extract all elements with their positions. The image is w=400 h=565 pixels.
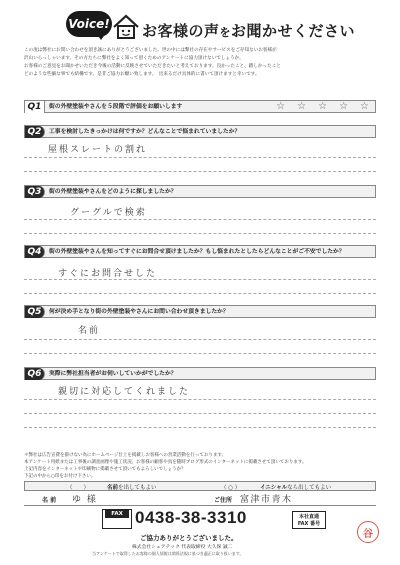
answer-text: 親切に対応してくれました bbox=[58, 387, 191, 397]
title-end: お聞かせください bbox=[231, 22, 356, 40]
name-label: 名 前 bbox=[42, 497, 57, 504]
question-number: Q5 bbox=[25, 306, 45, 318]
question-number: Q2 bbox=[25, 126, 45, 138]
answer-line bbox=[24, 293, 376, 294]
question-header bbox=[24, 245, 376, 258]
answer-line bbox=[24, 233, 376, 234]
consent-name-mark[interactable]: （ ） bbox=[67, 485, 90, 491]
note-line: 下記の中から○印をお付け下さい。 bbox=[24, 474, 96, 479]
question-number: Q1 bbox=[25, 101, 45, 113]
question-6 bbox=[24, 367, 376, 397]
intro-line: お客様のご意見をお聞かせいただき今後の活動に反映させていただきたいと考えております。良かったこと、踏しかったこと bbox=[24, 64, 281, 69]
title-voice: 声 bbox=[204, 22, 220, 40]
star-icon[interactable]: ☆ bbox=[297, 101, 307, 112]
privacy-disclaimer: 当アンケートで取得したお客様の個人情報は関係法規に基づき適正に取り扱います。 bbox=[92, 551, 244, 556]
question-text: 街の外壁塗装やさんをどのように探しましたか？ bbox=[49, 189, 177, 195]
title-main: お客様の bbox=[142, 22, 205, 40]
question-number: Q3 bbox=[25, 186, 45, 198]
fax-side-line: 本社直通 bbox=[298, 514, 319, 520]
question-3 bbox=[24, 185, 376, 218]
star-icon[interactable]: ☆ bbox=[339, 101, 349, 112]
question-header bbox=[24, 305, 376, 318]
fax-side-label bbox=[292, 511, 326, 529]
fax-side-line: FAX 番号 bbox=[297, 521, 321, 527]
title-small: を bbox=[219, 26, 232, 39]
question-header bbox=[24, 100, 376, 113]
answer-line bbox=[24, 279, 376, 280]
question-text: 街の外壁塗装やさんを知ってすぐにお問合せ頂けましたか？もし悩まれたとしたらどんなことがご不安でしたか？ bbox=[49, 249, 345, 255]
seal-stamp: 谷 bbox=[357, 521, 379, 543]
question-number: Q6 bbox=[25, 368, 45, 380]
question-4 bbox=[24, 245, 376, 279]
fax-label: FAX bbox=[105, 510, 129, 518]
consent-row bbox=[24, 481, 376, 491]
answer-line bbox=[24, 353, 376, 354]
name-address-row bbox=[24, 492, 376, 506]
question-header bbox=[24, 185, 376, 198]
answer-line bbox=[24, 219, 376, 220]
star-icon[interactable]: ☆ bbox=[276, 101, 286, 112]
note-line: ＊弊社は広告宣費を掛けない為にホームページ仕上を掲載しお客様への営業活動を行っております。 bbox=[24, 453, 227, 458]
answer-line bbox=[24, 413, 376, 414]
note-line: 上記内容をインターネットや印刷物に掲載させて頂いてもよろしいでしょうか？ bbox=[24, 467, 186, 472]
intro-line: どのような些細な事でも結構です。是非ご協力お願い致します。 出来るだけ具体的に書いて頂けますと幸いです。 bbox=[24, 72, 260, 77]
consent-initial-suffix: なら出してもよい bbox=[287, 485, 332, 491]
question-text: 何が決め手となり街の外壁塗装やさんにお問い合わせ頂きましたか？ bbox=[49, 309, 229, 315]
note-line: 本アンケート用紙または工事後の調査画像や施工状況、お客様の顧客や真を随時ブログ形式のインターネットに掲載させて頂いております。 bbox=[24, 460, 307, 465]
voice-badge-tail bbox=[96, 33, 106, 40]
consent-initial-label: イニシャル bbox=[260, 485, 288, 491]
answer-text: 名前 bbox=[78, 326, 101, 336]
intro-line: 沢山いらっしゃいます。その方たちに弊社をよく知って頂くためのアンケートに協力頂けないでしょうか。 bbox=[24, 56, 244, 61]
question-header bbox=[24, 125, 376, 138]
page-title bbox=[142, 20, 355, 41]
star-icon[interactable]: ☆ bbox=[318, 101, 328, 112]
name-value[interactable]: ゆ 様 bbox=[72, 495, 98, 505]
company-text: 株式会社シェアテック 代表取締役 大久保 誠二 bbox=[132, 545, 233, 550]
star-icon[interactable]: ☆ bbox=[360, 101, 369, 112]
house-icon bbox=[112, 14, 140, 40]
consent-initial-option bbox=[260, 483, 331, 491]
consent-initial-mark[interactable]: （ ○ ） bbox=[221, 485, 241, 491]
answer-line bbox=[24, 399, 376, 400]
question-text: 工事を検討したきっかけは何ですか？どんなことで悩まれていましたか？ bbox=[49, 129, 241, 135]
question-2 bbox=[24, 125, 376, 155]
address-value[interactable]: 富津市青木 bbox=[240, 495, 293, 505]
fax-number: 0438-38-3310 bbox=[135, 508, 247, 527]
address-label: ご住所 bbox=[214, 497, 233, 504]
publication-notes bbox=[24, 452, 379, 480]
answer-text: 屋根スレートの割れ bbox=[48, 145, 148, 155]
intro-text bbox=[24, 47, 379, 79]
intro-line: この度は弊社にお問い合わせを頂き誠にありがとうございました。世の中には弊社の存在やサービスをご存知ないお客様が bbox=[24, 48, 277, 53]
answer-text: グーグルで検索 bbox=[70, 208, 147, 218]
voice-badge: Voice! bbox=[66, 11, 112, 37]
question-text: 街の外壁塗装やさんを５段階で評価をお願いします bbox=[49, 104, 183, 110]
answer-line bbox=[24, 427, 376, 428]
consent-name-suffix: を出してもよい bbox=[118, 485, 157, 491]
question-text: 実際に弊社担当者がお伺いしていかがでしたか？ bbox=[49, 371, 177, 377]
answer-line bbox=[24, 171, 376, 172]
question-1 bbox=[24, 100, 376, 113]
thanks-text: ご協力ありがとうございました。 bbox=[140, 534, 238, 542]
question-5 bbox=[24, 305, 376, 336]
question-header bbox=[24, 367, 376, 380]
answer-text: すぐにお問合せした bbox=[58, 269, 158, 279]
consent-name-label: 名前 bbox=[107, 485, 119, 491]
rating-stars[interactable] bbox=[276, 101, 369, 113]
consent-name-option bbox=[107, 483, 157, 491]
answer-line bbox=[24, 339, 376, 340]
question-number: Q4 bbox=[25, 246, 45, 258]
answer-line bbox=[24, 157, 376, 158]
